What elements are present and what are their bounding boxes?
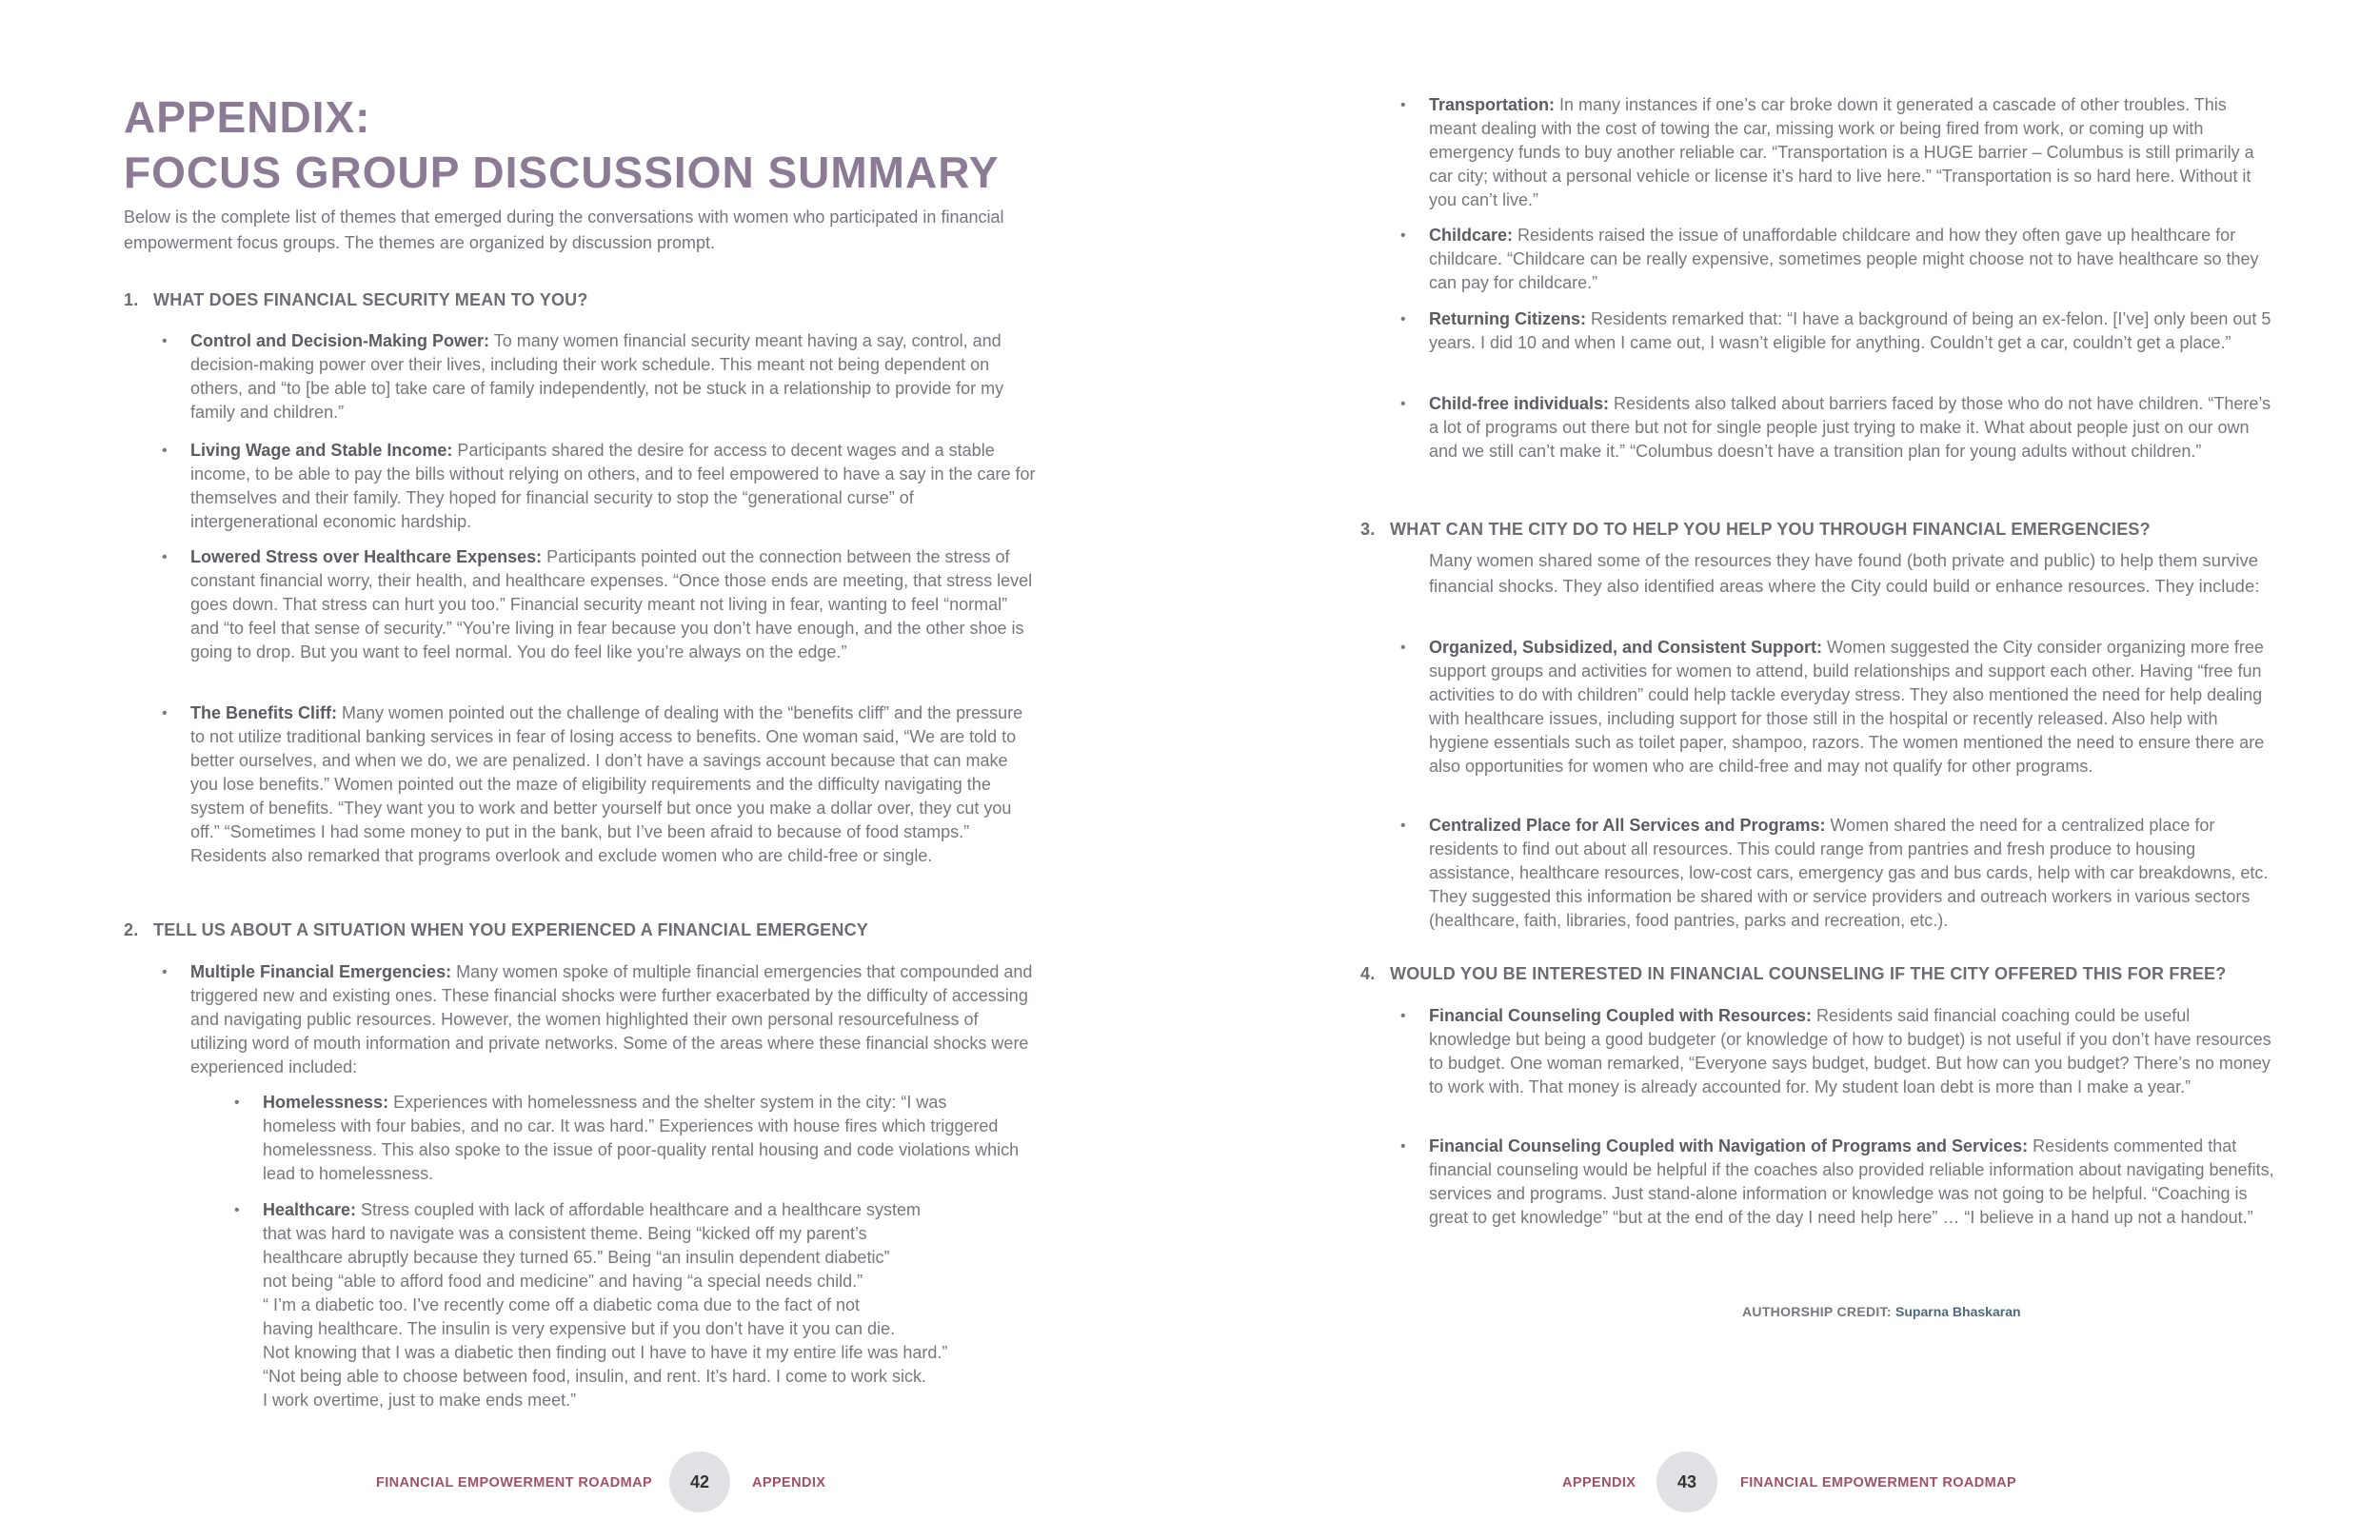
bullet-icon: • [1400,227,1406,244]
bullet-icon: • [1400,818,1406,834]
footer-left-label: FINANCIAL EMPOWERMENT ROADMAP [376,1475,653,1491]
bullet-icon: • [234,1202,240,1218]
credit-name: Suparna Bhaskaran [1895,1304,2021,1319]
item-heading: Control and Decision-Making Power: [190,331,490,350]
item-heading: Childcare: [1429,226,1514,245]
item-text: Participants shared the desire for access to decent wages and a stable income, to be able to pay the bills without relying on others, and to feel empowered to have a say in the care for themselves and their family. They hoped for financial security to stop the “generational curse” of intergenerational economic hardship. [190,441,1036,531]
sub-list-item [234,1091,1024,1186]
list-item [1400,1135,2276,1230]
item-heading: Organized, Subsidized, and Consistent Support: [1429,638,1823,657]
list-item [162,329,1038,424]
list-item [1400,307,2276,355]
item-heading: Financial Counseling Coupled with Navigation of Programs and Services: [1429,1136,2029,1155]
item-text: Many women pointed out the challenge of dealing with the “benefits cliff” and the pressure to not utilize traditional banking services in fear of losing access to benefits. One woman said, “We are told to better ourselves, and when we do, we are penalized. I don’t have a savings account because that can make you lose benefits.” Women pointed out the maze of eligibility requirements and the difficulty navigating the system of benefits. “They want you to work and better yourself but once you make a dollar over, they cut you off.” “Sometimes I had some money to put in the bank, but I’ve been afraid to because of food stamps.” Residents also remarked that programs overlook and exclude women who are child-free or single. [190,703,1023,865]
page-title [124,89,999,200]
list-item [1400,1004,2276,1099]
item-text: Many women spoke of multiple financial emergencies that compounded and triggered new and existing ones. These financial shocks were further exacerbated by the difficulty of accessing and navigating public resources. However, the women highlighted their own personal resourcefulness of utilizing word of mouth information and private networks. Some of the areas where these financial shocks were experienced included: [190,962,1033,1076]
title-line-2: FOCUS GROUP DISCUSSION SUMMARY [124,148,1000,197]
list-item [1400,636,2276,779]
section-heading-1 [124,290,588,310]
item-heading: Living Wage and Stable Income: [190,441,453,460]
bullet-icon: • [162,333,168,349]
item-text: Residents said financial coaching could be useful knowledge but being a good budgeter (or knowledge of how to budget) is not useful if you don’t have resources to budget. One woman remarked, “Everyone says budget, budget. But how can you budget? There’s no money to work with. That money is already accounted for. My student loan debt is more than I make a year.” [1429,1006,2271,1096]
footer-left-label: APPENDIX [1562,1475,1636,1491]
credit-label: AUTHORSHIP CREDIT: [1742,1304,1892,1319]
bullet-icon: • [1400,311,1406,327]
page-number: 43 [1656,1451,1717,1512]
list-item [162,960,1038,1079]
section-intro: Many women shared some of the resources they have found (both private and public) to help them survive financial shocks. They also identified areas where the City could build or enhance resources. They include: [1429,550,2260,596]
intro-paragraph: Below is the complete list of themes that emerged during the conversations with women who participated in financial empowerment focus groups. The themes are organized by discussion prompt. [124,207,1004,252]
item-text-line: healthcare abruptly because they turned 65.” Being “an insulin dependent diabetic” [263,1248,890,1267]
bullet-icon: • [1400,97,1406,113]
footer-right-label: APPENDIX [752,1475,826,1491]
section-heading-text: WHAT CAN THE CITY DO TO HELP YOU HELP YOU THROUGH FINANCIAL EMERGENCIES? [1390,520,2151,539]
list-item [162,545,1038,664]
item-heading: Returning Citizens: [1429,309,1586,328]
item-text: Experiences with homelessness and the shelter system in the city: “I was homeless with four babies, and no car. It was hard.” Experiences with house fires which triggered homelessness. This also spoke to the issue of poor-quality rental housing and code violations which lead to homelessness. [263,1093,1020,1183]
item-heading: Child-free individuals: [1429,394,1610,413]
item-text-line: having healthcare. The insulin is very expensive but if you don’t have it you can die. [263,1319,896,1338]
section-number: 2. [124,920,139,939]
bullet-icon: • [162,705,168,721]
list-item [1400,93,2276,212]
bullet-icon: • [162,443,168,459]
list-item [1400,814,2276,933]
section-heading-3 [1360,520,2151,540]
section-number: 3. [1360,520,1376,539]
item-text: Women shared the need for a centralized place for residents to find out about all resources. This could range from pantries and fresh produce to housing assistance, healthcare resources, low-cost cars, emergency gas and bus cards, help with car breakdowns, etc. They suggested this information be shared with or service providers and outreach workers in various sectors (healthcare, faith, libraries, food pantries, parks and recreation, etc.). [1429,816,2269,930]
item-heading: Homelessness: [263,1093,389,1112]
item-text-line: I work overtime, just to make ends meet.” [263,1391,577,1410]
item-text-line: that was hard to navigate was a consistent theme. Being “kicked off my parent’s [263,1224,867,1243]
bullet-icon: • [1400,1008,1406,1024]
item-heading: Financial Counseling Coupled with Resources: [1429,1006,1813,1025]
list-item [1400,224,2276,295]
footer-right-label: FINANCIAL EMPOWERMENT ROADMAP [1740,1475,2017,1491]
item-heading: Centralized Place for All Services and Programs: [1429,816,1826,835]
item-text: To many women financial security meant having a say, control, and decision-making power over their lives, including their work schedule. This meant not being dependent on others, and “to [be able to] take care of family independently, not be stuck in a relationship to provide for my family and children.” [190,331,1004,422]
sub-list-item [234,1198,1053,1412]
section-heading-text: WOULD YOU BE INTERESTED IN FINANCIAL COUNSELING IF THE CITY OFFERED THIS FOR FREE? [1390,964,2227,983]
bullet-icon: • [1400,640,1406,656]
authorship-credit [1742,1304,2021,1319]
item-text: Residents raised the issue of unaffordable childcare and how they often gave up healthcare for childcare. “Childcare can be really expensive, sometimes people might choose not to have healthcare so they can pay for childcare.” [1429,226,2259,292]
item-text: Participants pointed out the connection between the stress of constant financial worry, their health, and healthcare expenses. “Once those ends are meeting, that stress level goes down. That stress can hurt you too.” Financial security meant not living in fear, wanting to feel “normal” and “to feel that sense of security.” “You’re living in fear because you don’t have enough, and the other shoe is going to drop. But you want to feel normal. You do feel like you’re always on the edge.” [190,547,1033,661]
list-item [162,701,1038,868]
section-heading-text: WHAT DOES FINANCIAL SECURITY MEAN TO YOU? [153,290,588,309]
bullet-icon: • [234,1095,240,1111]
page-number: 42 [669,1451,730,1512]
section-heading-2 [124,920,868,940]
item-heading: The Benefits Cliff: [190,703,338,722]
item-text: Residents also talked about barriers faced by those who do not have children. “There’s a lot of programs out there but not for single people just trying to make it. What about people just on our own and we still can’t make it.” “Columbus doesn’t have a transition plan for young adults without children.” [1429,394,2271,461]
bullet-icon: • [1400,396,1406,412]
list-item [1400,392,2276,464]
item-text-line: “Not being able to choose between food, insulin, and rent. It’s hard. I come to work sick. [263,1367,927,1386]
item-text: Residents commented that financial counseling would be helpful if the coaches also provided reliable information about navigating benefits, services and programs. Just stand-alone information or knowledge was not going to be helpful. “Coaching is great to get knowledge” “but at the end of the day I need help here” … “I believe in a hand up not a handout.” [1429,1136,2274,1227]
item-heading: Transportation: [1429,95,1556,114]
item-text: Women suggested the City consider organizing more free support groups and activities for women to attend, build relationships and support each other. Having “free fun activities to do with children” could help tackle everyday stress. They also mentioned the need for help dealing with healthcare issues, including support for those still in the hospital or recently released. Also help with hygiene essentials such as toilet paper, shampoo, razors. The women mentioned the need to ensure there are also opportunities for women who are child-free and may not qualify for other programs. [1429,638,2265,776]
bullet-icon: • [1400,1138,1406,1155]
item-heading: Healthcare: [263,1200,357,1219]
item-text-line: “ I’m a diabetic too. I’ve recently come off a diabetic coma due to the fact of not [263,1295,861,1314]
bullet-icon: • [162,549,168,565]
section-heading-4 [1360,964,2226,984]
item-text: Residents remarked that: “I have a background of being an ex-felon. [I’ve] only been out 5 years. I did 10 and when I came out, I wasn’t eligible for anything. Couldn’t get a car, couldn’t get a place.” [1429,309,2271,352]
item-heading: Lowered Stress over Healthcare Expenses: [190,547,543,566]
item-text-line: Stress coupled with lack of affordable healthcare and a healthcare system [356,1200,922,1219]
item-text: In many instances if one’s car broke down it generated a cascade of other troubles. This meant dealing with the cost of towing the car, missing work or being fired from work, or coming up with emergency funds to buy another reliable car. “Transportation is a HUGE barrier – Columbus is still primarily a car city; without a personal vehicle or license it’s hard to live here.” “Transportation is so hard here. Without it you can’t live.” [1429,95,2254,209]
list-item [162,439,1038,534]
item-heading: Multiple Financial Emergencies: [190,962,452,981]
section-heading-text: TELL US ABOUT A SITUATION WHEN YOU EXPERIENCED A FINANCIAL EMERGENCY [153,920,868,939]
item-text-line: Not knowing that I was a diabetic then finding out I have to have it my entire life was hard.” [263,1343,948,1362]
section-number: 4. [1360,964,1376,983]
section-number: 1. [124,290,139,309]
bullet-icon: • [162,964,168,980]
item-text-line: not being “able to afford food and medicine” and having “a special needs child.” [263,1272,863,1291]
title-line-1: APPENDIX: [124,92,371,142]
